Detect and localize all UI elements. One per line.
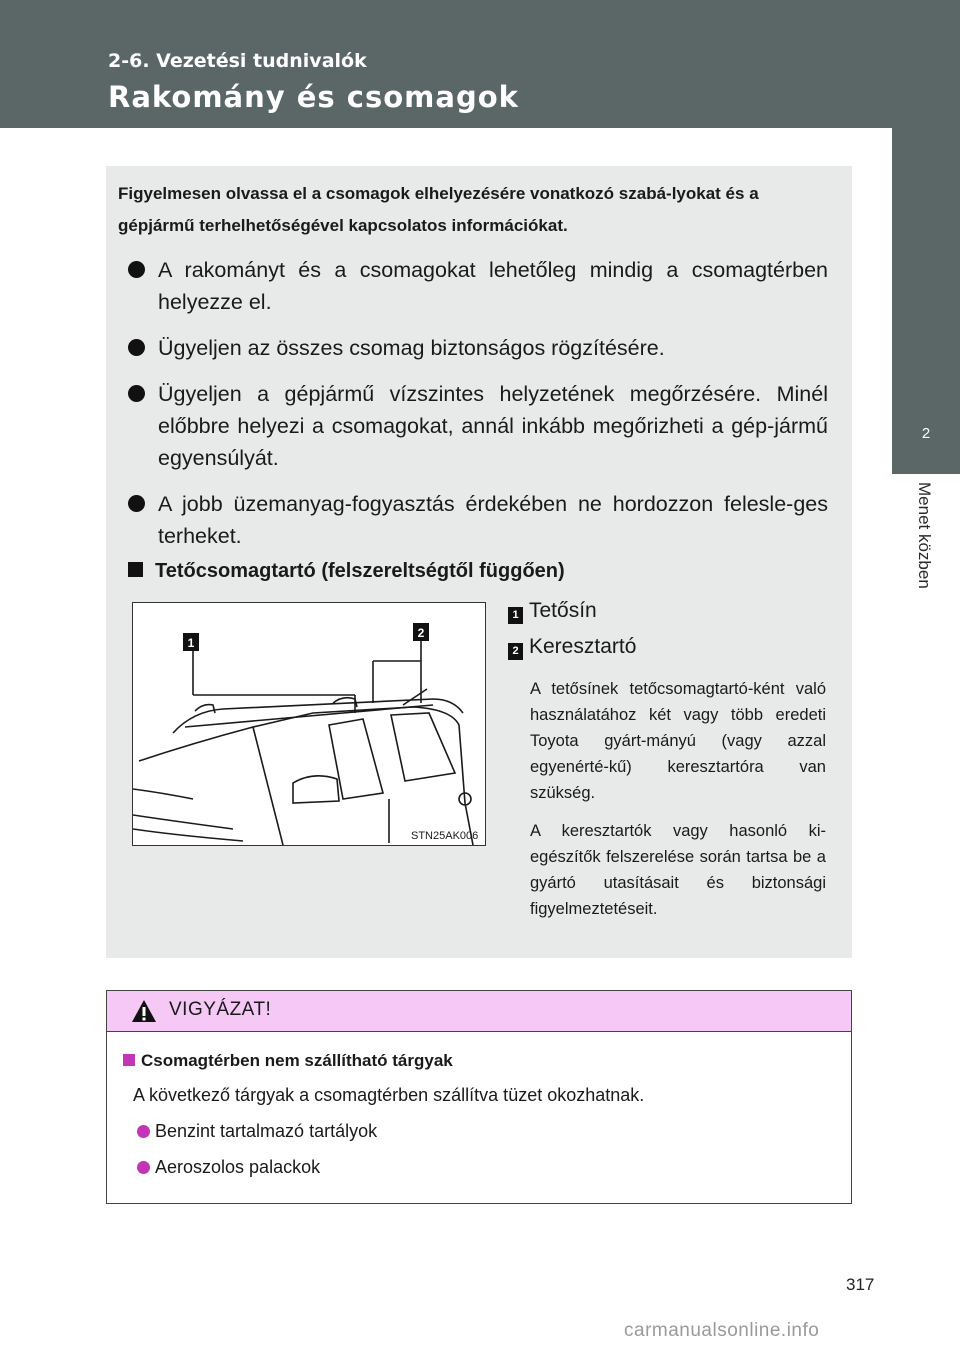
caution-header — [107, 991, 851, 1032]
bullet-list — [128, 254, 828, 566]
list-item: Aeroszolos palackok — [137, 1157, 320, 1178]
bullet-icon — [128, 339, 145, 356]
bullet-icon — [137, 1161, 150, 1174]
car-roof-icon — [133, 603, 485, 845]
list-item: A jobb üzemanyag-fogyasztás érdekében ne hordozzon felesle-ges terheket. — [128, 488, 828, 552]
bullet-icon — [128, 385, 145, 402]
roof-rack-illustration — [132, 602, 486, 846]
list-item: Ügyeljen az összes csomag biztonságos rögzítésére. — [128, 332, 828, 364]
roof-rack-heading: Tetőcsomagtartó (felszereltségtől függően) — [128, 560, 565, 583]
chapter-side-tab — [892, 0, 960, 1352]
list-item: A rakományt és a csomagokat lehetőleg mindig a csomagtérben helyezze el. — [128, 254, 828, 318]
list-item: Ügyeljen a gépjármű vízszintes helyzetének megőrzésére. Minél előbbre helyezi a csomagokat, annál inkább megőrizheti a gép-jármű egyensúlyát. — [128, 378, 828, 474]
roof-rack-notes — [530, 676, 826, 934]
callout-marker: 1 — [508, 607, 523, 624]
warning-triangle-icon — [131, 999, 157, 1023]
legend-item: 1 Tetősín — [508, 596, 636, 632]
caution-text: A következő tárgyak a csomagtérben szállítva tüzet okozhatnak. — [133, 1085, 645, 1105]
figure-callout: 2 — [417, 626, 425, 640]
square-bullet-icon — [128, 562, 143, 577]
list-item: Benzint tartalmazó tartályok — [137, 1121, 377, 1142]
watermark: carmanualsonline.info — [624, 1320, 820, 1341]
chapter-header — [0, 0, 960, 128]
square-bullet-icon — [123, 1054, 135, 1066]
note-paragraph: A tetősínek tetőcsomagtartó-ként való használatához két vagy több eredeti Toyota gyárt-mányú (vagy azzal egyenérté-kű) keresztartóra van szükség. — [530, 680, 826, 802]
page-number: 317 — [846, 1275, 875, 1294]
figure-legend — [508, 596, 636, 668]
bullet-icon — [128, 495, 145, 512]
page-title: Rakomány és csomagok — [108, 80, 519, 114]
caution-title: VIGYÁZAT! — [169, 999, 272, 1020]
bullet-icon — [128, 261, 145, 278]
intro-text: Figyelmesen olvassa el a csomagok elhelyezésére vonatkozó szabá-lyokat és a gépjármű terhelhetőségével kapcsolatos információkat. — [118, 184, 759, 235]
figure-callout: 1 — [187, 636, 195, 650]
section-title: 2-6. Vezetési tudnivalók — [108, 50, 367, 72]
note-paragraph: A keresztartók vagy hasonló ki-egészítők felszerelése során tartsa be a gyártó utasításait és biztonsági figyelmeztetéseit. — [530, 822, 826, 918]
figure-code: STN25AK006 — [411, 830, 479, 842]
chapter-number: 2 — [892, 394, 960, 474]
caution-box — [106, 990, 852, 1204]
caution-heading: Csomagtérben nem szállítható tárgyak — [123, 1051, 453, 1071]
bullet-icon — [137, 1125, 150, 1138]
legend-item: 2 Keresztartó — [508, 632, 636, 668]
chapter-label: Menet közben — [915, 482, 934, 589]
callout-marker: 2 — [508, 643, 523, 660]
